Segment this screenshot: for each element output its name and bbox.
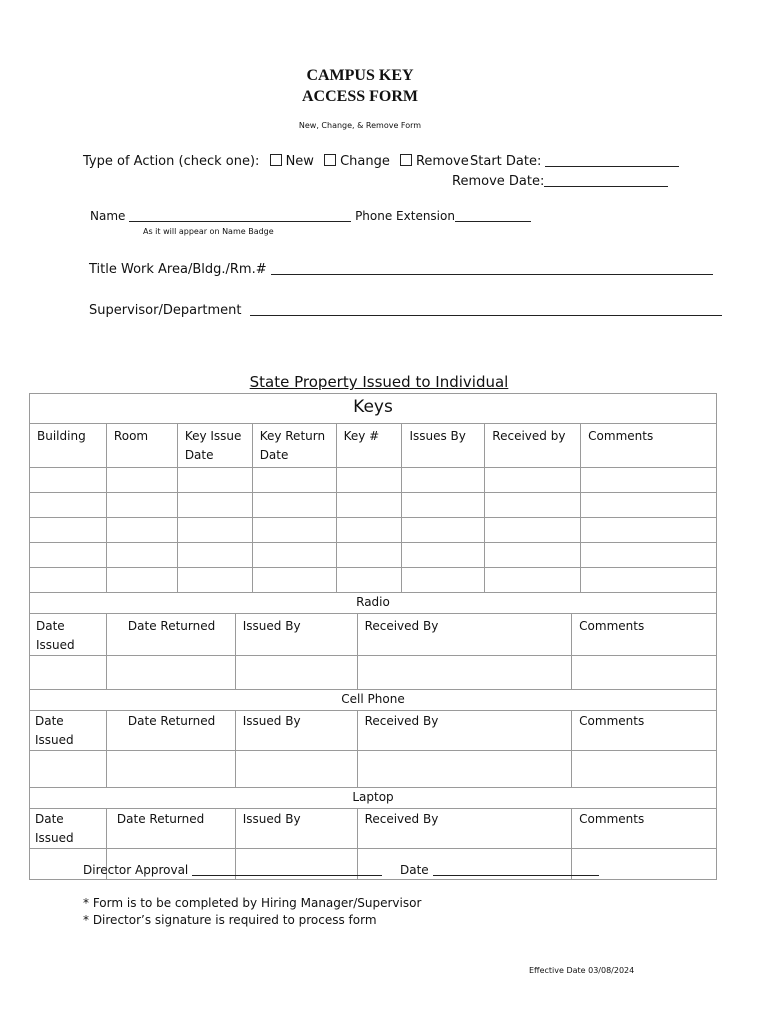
keys-row (30, 568, 717, 593)
name-hint: As it will appear on Name Badge (143, 227, 274, 236)
cell-col-issued-by: Issued By (242, 714, 301, 728)
form-title-line1: CAMPUS KEY (306, 67, 414, 84)
director-approval-row (83, 863, 382, 877)
keys-row (30, 543, 717, 568)
radio-col-issued-by: Issued By (242, 619, 301, 633)
cell-col-date-issued: Date Issued (35, 714, 74, 747)
radio-col-date-returned: Date Returned (127, 619, 216, 633)
cell-col-comments: Comments (579, 714, 645, 728)
phone-extension-label: Phone Extension (355, 209, 455, 223)
form-title-line2: ACCESS FORM (301, 88, 418, 105)
start-date-row (470, 154, 679, 169)
section-title: State Property Issued to Individual (249, 373, 509, 391)
action-label: Type of Action (check one): (83, 154, 260, 169)
keys-col-key-issue-date: Key Issue Date (184, 429, 242, 462)
keys-table (29, 393, 717, 593)
laptop-col-date-issued: Date Issued (35, 812, 74, 845)
laptop-col-date-returned: Date Returned (116, 812, 205, 826)
radio-row (30, 656, 717, 690)
title-work-area-label: Title Work Area/Bldg./Rm.# (89, 262, 267, 277)
note-1: * Form is to be completed by Hiring Manager/Supervisor (83, 896, 422, 910)
cell-phone-row (30, 751, 717, 788)
cell-col-date-returned: Date Returned (127, 714, 216, 728)
cell-phone-heading: Cell Phone (30, 690, 717, 711)
note-2: * Director’s signature is required to process form (83, 913, 377, 927)
laptop-col-issued-by: Issued By (242, 812, 301, 826)
approval-date-row (400, 863, 599, 877)
form-subtitle: New, Change, & Remove Form (298, 121, 422, 130)
devices-table (29, 592, 717, 880)
keys-row (30, 518, 717, 543)
title-work-area-field[interactable] (271, 262, 713, 275)
approval-date-field[interactable] (433, 863, 599, 876)
radio-heading: Radio (30, 593, 717, 614)
keys-col-issues-by: Issues By (409, 429, 466, 443)
cell-col-received-by: Received By (364, 714, 439, 728)
start-date-label: Start Date: (470, 154, 546, 169)
director-approval-field[interactable] (192, 863, 382, 876)
name-field[interactable] (129, 209, 351, 222)
supervisor-field[interactable] (250, 303, 722, 316)
remove-date-field[interactable] (544, 174, 668, 187)
phone-extension-field[interactable] (455, 209, 531, 222)
laptop-heading: Laptop (30, 788, 717, 809)
supervisor-row (89, 303, 722, 318)
name-label: Name (90, 209, 126, 223)
keys-col-building: Building (37, 429, 86, 443)
remove-date-label: Remove Date: (452, 174, 545, 189)
radio-col-comments: Comments (579, 619, 645, 633)
keys-col-key-number: Key # (343, 429, 380, 443)
keys-col-key-return-date: Key Return Date (259, 429, 326, 462)
approval-date-label: Date (400, 863, 429, 877)
keys-heading: Keys (30, 394, 717, 424)
keys-row (30, 468, 717, 493)
laptop-col-received-by: Received By (364, 812, 439, 826)
supervisor-label: Supervisor/Department (89, 303, 242, 318)
keys-col-received-by: Received by (492, 429, 566, 443)
change-checkbox[interactable] (324, 154, 336, 166)
remove-checkbox[interactable] (400, 154, 412, 166)
keys-col-comments: Comments (588, 429, 654, 443)
director-approval-label: Director Approval (83, 863, 189, 877)
radio-col-date-issued: Date Issued (36, 619, 75, 652)
remove-option-label: Remove (415, 154, 469, 169)
name-row (90, 209, 531, 223)
keys-row (30, 493, 717, 518)
effective-date: Effective Date 03/08/2024 (529, 966, 635, 975)
new-checkbox[interactable] (270, 154, 282, 166)
start-date-field[interactable] (545, 154, 679, 167)
radio-col-received-by: Received By (364, 619, 439, 633)
change-option-label: Change (340, 154, 390, 169)
action-row (83, 154, 469, 169)
keys-col-room: Room (113, 429, 149, 443)
title-row (89, 262, 713, 277)
remove-date-row (452, 174, 668, 189)
new-option-label: New (285, 154, 314, 169)
laptop-col-comments: Comments (579, 812, 645, 826)
